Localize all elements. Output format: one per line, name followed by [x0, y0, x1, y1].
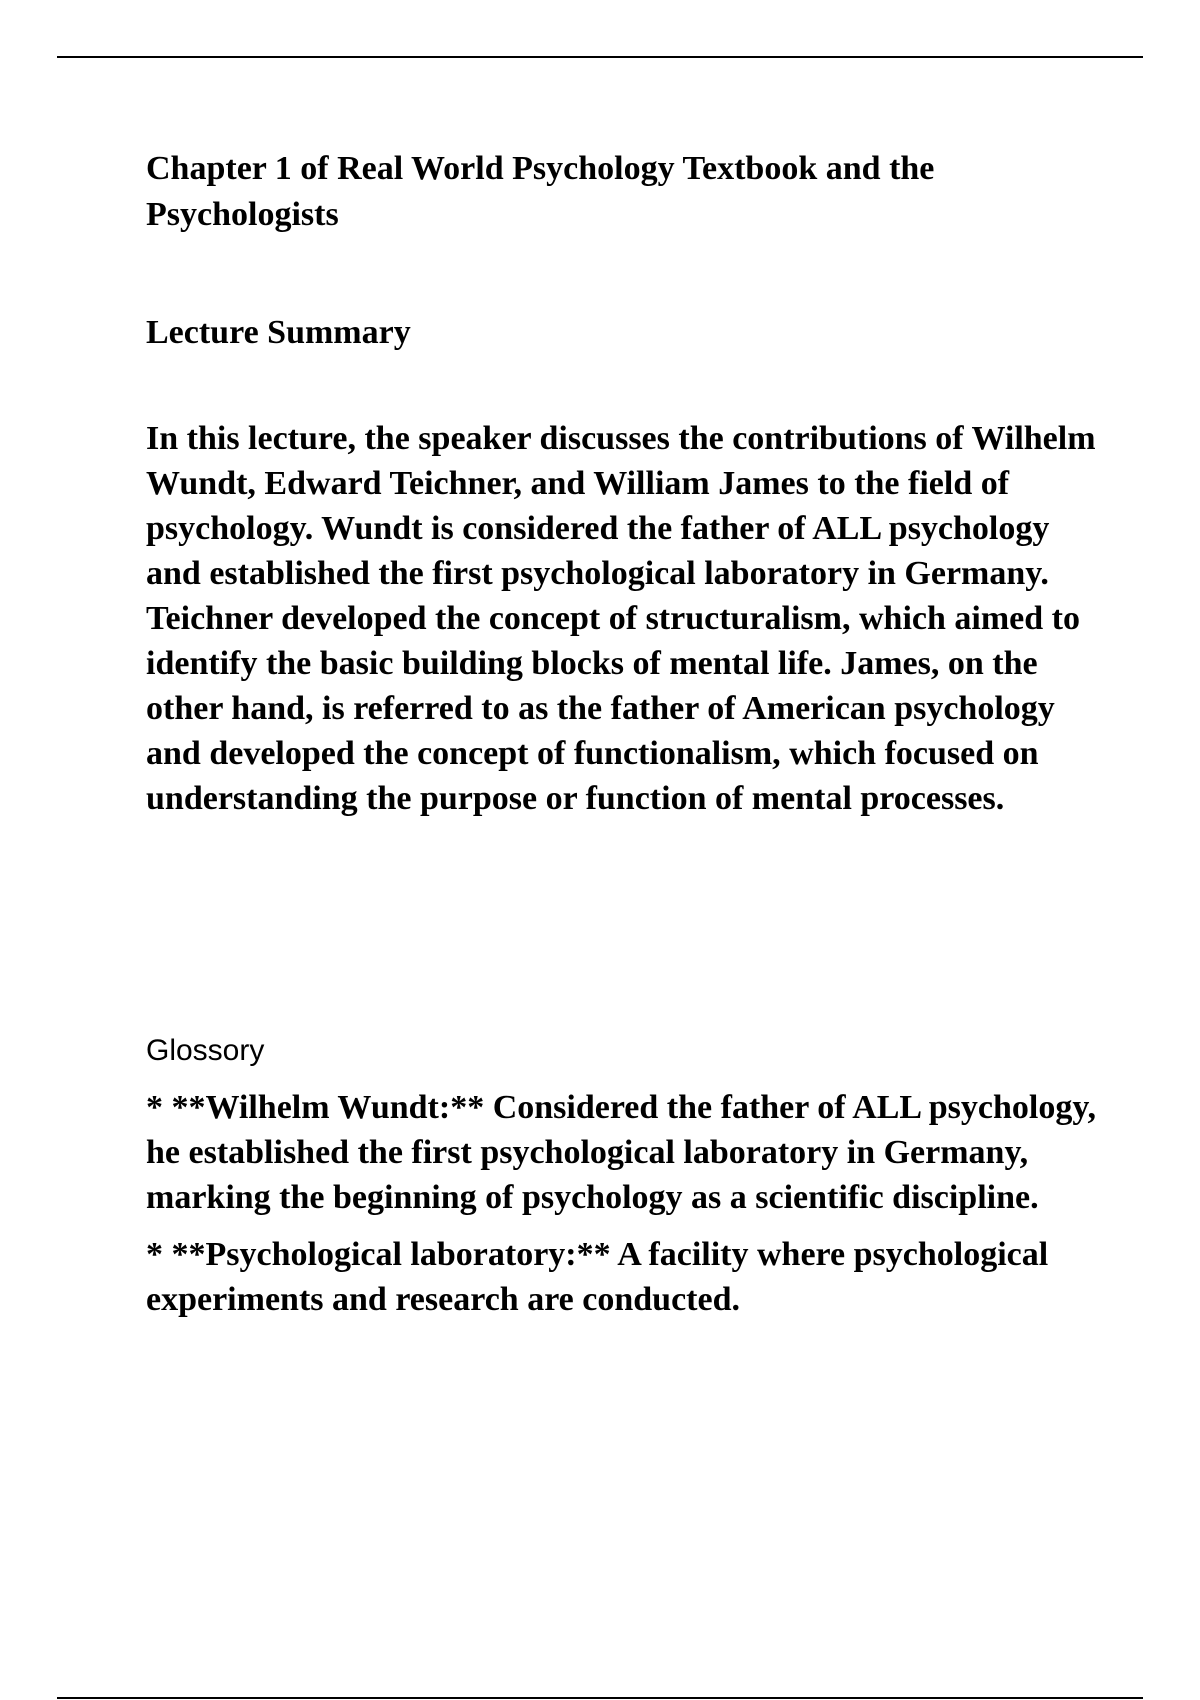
bottom-divider	[57, 1697, 1143, 1699]
top-divider	[57, 56, 1143, 58]
glossary-entry: * **Wilhelm Wundt:** Considered the father of ALL psychology, he established the first psychological laboratory in Germany, marking the beginning of psychology as a scientific discipline.	[146, 1089, 1096, 1216]
document-title: Chapter 1 of Real World Psychology Textbook and the Psychologists	[146, 150, 935, 233]
glossary-heading: Glossory	[146, 1034, 265, 1067]
glossary-entry: * **Psychological laboratory:** A facility where psychological experiments and research are conducted.	[146, 1236, 1049, 1318]
lecture-summary-heading: Lecture Summary	[146, 314, 411, 351]
document-body	[146, 146, 1146, 1322]
lecture-summary-paragraph: In this lecture, the speaker discusses the contributions of Wilhelm Wundt, Edward Teichner, and William James to the field of psychology. Wundt is considered the father of ALL psychology and established the first psychological laboratory in Germany. Teichner developed the concept of structuralism, which aimed to identify the basic building blocks of mental life. James, on the other hand, is referred to as the father of American psychology and developed the concept of functionalism, which focused on understanding the purpose or function of mental processes.	[146, 420, 1096, 817]
